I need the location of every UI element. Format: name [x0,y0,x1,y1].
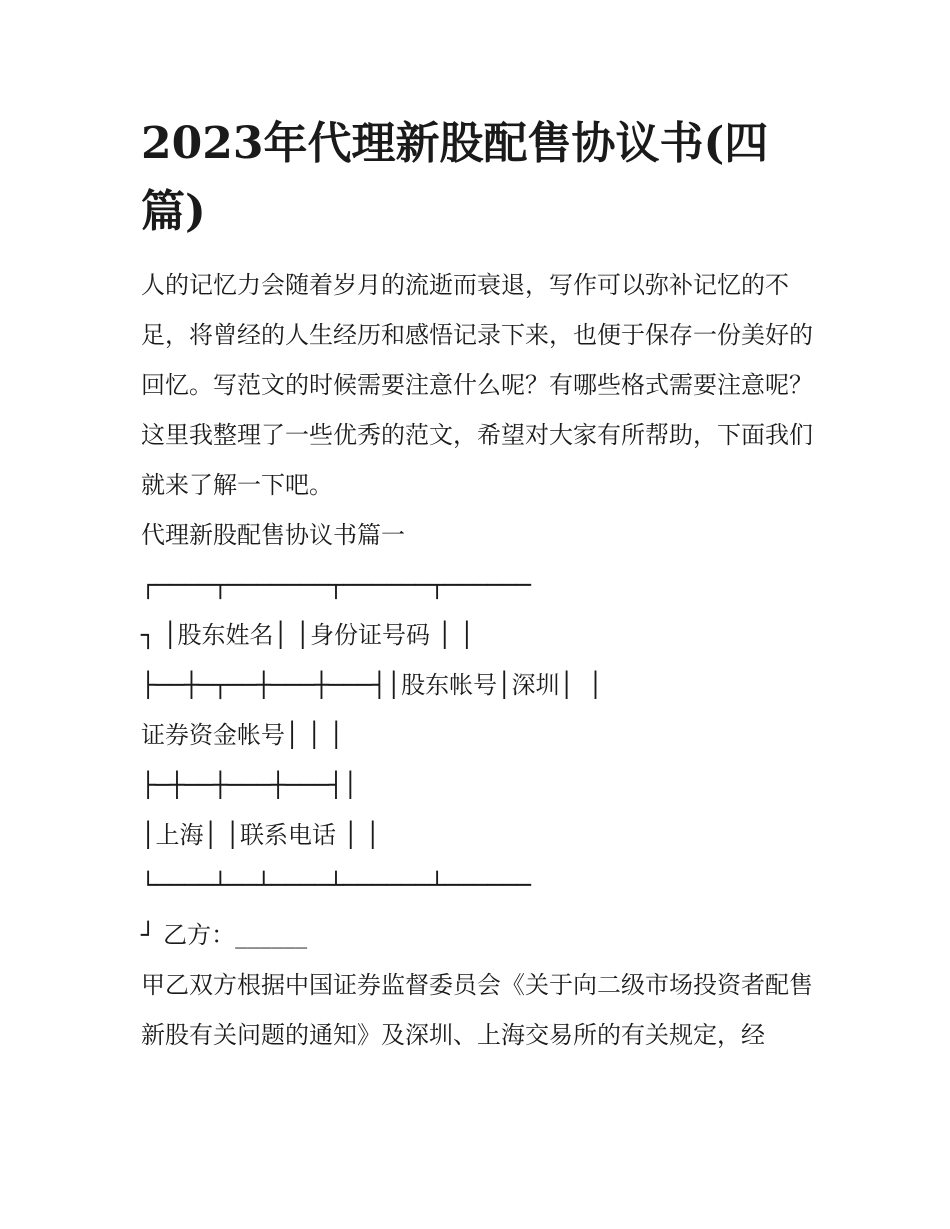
table-line: ┌────┬───────┬──────┬────── [141,571,532,599]
body-paragraph: 甲乙双方根据中国证券监督委员会《关于向二级市场投资者配售新股有关问题的通知》及深圳、上海交易所的有关规定，经 [141,971,813,1049]
table-line: └────┴──┴────┴──────┴────── [141,871,532,899]
table-line: ├──┼─┬──┼───┼───┤│股东帐号│深圳│ │ [141,671,603,699]
intro-paragraph: 人的记忆力会随着岁月的流逝而衰退，写作可以弥补记忆的不足，将曾经的人生经历和感悟记录下来，也便于保存一份美好的回忆。写范文的时候需要注意什么呢？有哪些格式需要注意呢？这里我整理了一些优秀的范文，希望对大家有所帮助，下面我们就来了解一下吧。 [141,271,813,499]
table-line: ├─┼──┼───┼───┤│ [141,771,358,799]
table-line: 证券资金帐号│ │ │ [141,721,344,749]
section-heading: 代理新股配售协议书篇一 [141,521,405,549]
document-page [141,110,813,1060]
text-table-block [141,560,813,960]
table-line: ┘ 乙方：______ [141,921,308,949]
table-line: │上海│ │联系电话 │ │ [141,821,381,849]
table-line: ┐ │股东姓名│ │身份证号码 │ │ [141,621,475,649]
document-title: 2023年代理新股配售协议书(四篇) [141,118,769,237]
